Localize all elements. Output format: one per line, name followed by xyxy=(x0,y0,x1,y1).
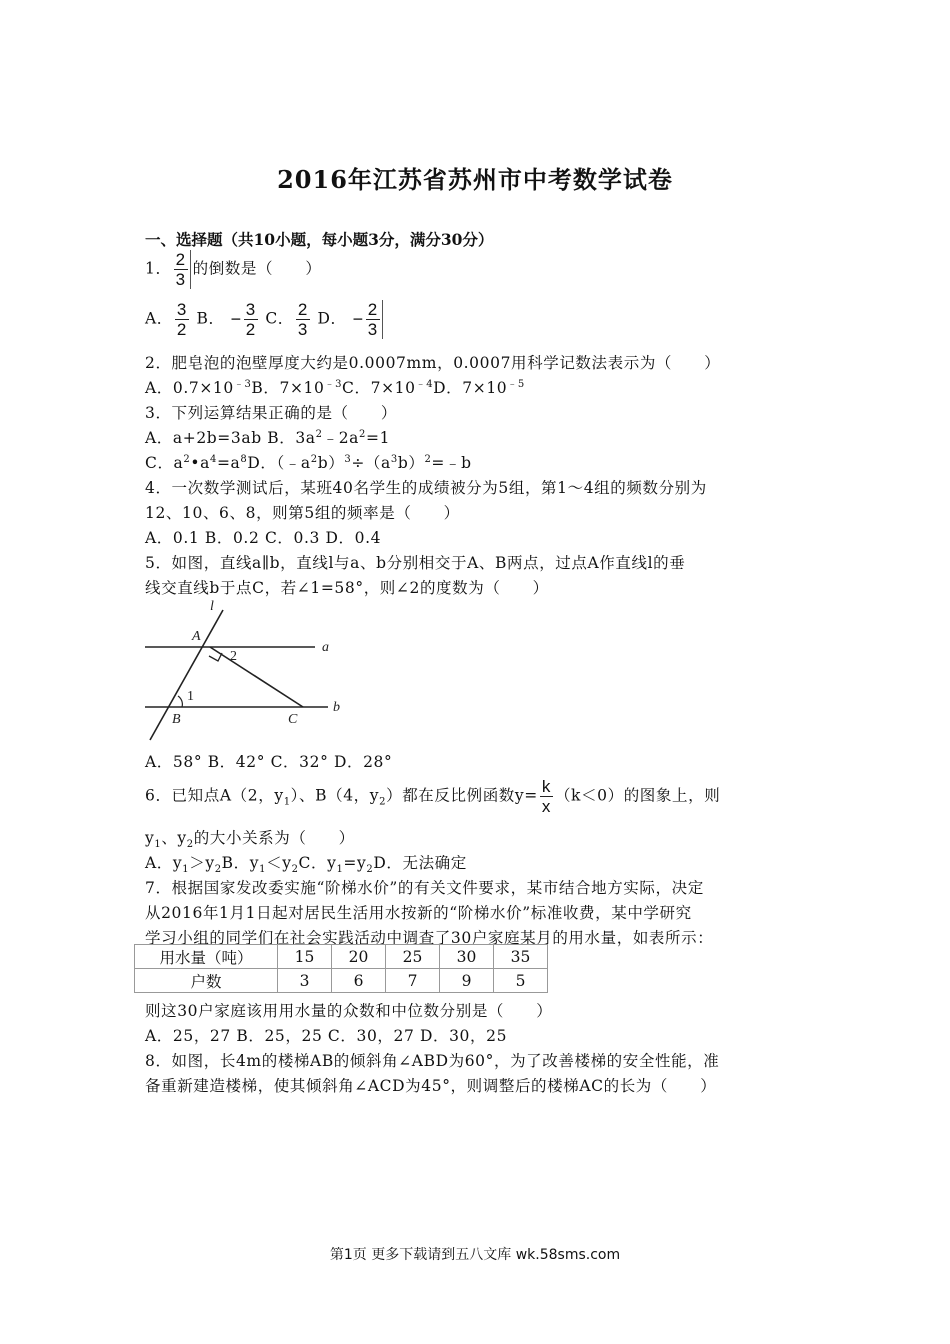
table-cell: 5 xyxy=(494,969,548,993)
table-row xyxy=(135,945,548,969)
page-footer: 第1页 更多下载请到五八文库 wk.58sms.com xyxy=(329,1247,621,1263)
question-2: 2．肥皂泡的泡壁厚度大约是0.0007mm，0.0007用科学记数法表示为（ ） xyxy=(145,354,721,372)
question-7-line4: 则这30户家庭该用用水量的众数和中位数分别是（ ） xyxy=(145,1002,553,1020)
table-cell: 15 xyxy=(278,945,332,969)
question-6-options: A．$y_1>y_2B$．$y_1<y_2C$．$y_1=y_2D$．无法确定 xyxy=(145,854,467,876)
table-header-cell: 用水量（吨） xyxy=(135,945,278,969)
table-cell: 7 xyxy=(386,969,440,993)
question-5-line2: 线交直线b于点C，若∠1=58°，则∠2的度数为（ ） xyxy=(145,579,549,597)
question-2-options: A．$0.7\times 10^{﹣3}B$．$7\times 10^{﹣3}C$．$7\times 10^{﹣4}D$．$7\times 10^{﹣5}$ xyxy=(145,378,525,397)
table-cell: 30 xyxy=(440,945,494,969)
perpendicular-ac xyxy=(210,647,303,707)
question-1-options xyxy=(145,300,385,339)
option-a-label: A． xyxy=(145,309,173,328)
line-l xyxy=(150,610,223,740)
table-cell: 6 xyxy=(332,969,386,993)
question-stem: 的倒数是（ ） xyxy=(192,259,322,278)
question-7-line2: 从2016年1月1日起对居民生活用水按新的“阶梯水价”标准收费，某中学研究 xyxy=(145,904,692,922)
fraction: $\frac{2}{3}$ xyxy=(174,250,191,289)
label-2: 2 xyxy=(230,649,237,664)
option-d-label: D． xyxy=(317,309,347,328)
table-cell: 35 xyxy=(494,945,548,969)
water-usage-table xyxy=(134,944,548,993)
section-heading: 一、选择题（共10小题，每小题3分，满分30分） xyxy=(145,230,494,249)
question-7-line3: 学习小组的同学们在社会实践活动中调查了30户家庭某月的用水量，如表所示： xyxy=(145,929,714,947)
option-c-fraction: $\frac{2}{3}$ xyxy=(297,300,308,339)
geometry-figure xyxy=(140,598,355,746)
question-4-line1: 4．一次数学测试后，某班40名学生的成绩被分为5组，第1～4组的频数分别为 xyxy=(145,479,707,497)
question-8-line2: 备重新建造楼梯，使其倾斜角∠ACD为45°，则调整后的楼梯AC的长为（ ） xyxy=(145,1077,717,1095)
table-header-cell: 户数 xyxy=(135,969,278,993)
question-7-line1: 7．根据国家发改委实施“阶梯水价”的有关文件要求，某市结合地方实际，决定 xyxy=(145,879,704,897)
question-7-options: A．25，27 B．25，25 C．30，27 D．30，25 xyxy=(145,1027,508,1045)
option-b-label: B． xyxy=(196,309,225,328)
question-6-line2: $y_1$、$y_2$的大小关系为（ ） xyxy=(145,829,355,851)
table-cell: 9 xyxy=(440,969,494,993)
option-c-label: C． xyxy=(265,309,294,328)
label-b: b xyxy=(333,700,340,715)
angle-1-arc xyxy=(178,696,182,707)
option-d-fraction: $\frac{2}{3}$ xyxy=(366,300,383,339)
fraction-k-over-x: $\frac{k}{x}$ xyxy=(541,777,551,816)
option-a-fraction: $\frac{3}{2}$ xyxy=(176,300,187,339)
page-title: 2016年江苏省苏州市中考数学试卷 xyxy=(277,165,673,194)
label-1: 1 xyxy=(187,689,194,704)
label-l: l xyxy=(210,599,214,614)
question-3: 3．下列运算结果正确的是（ ） xyxy=(145,404,397,422)
question-3-options-ab: A．a+2b=3ab B．$3a^2﹣2a^2=1$ xyxy=(145,428,391,447)
label-B: B xyxy=(172,712,181,727)
table-cell: 3 xyxy=(278,969,332,993)
label-A: A xyxy=(192,629,201,644)
question-4-line2: 12、10、6、8，则第5组的频率是（ ） xyxy=(145,504,460,522)
question-3-options-cd: C．$a^2•a^4=a^8D$．$(﹣a^2b)^3\div(a^3b)^2=﹣b$ xyxy=(145,453,472,472)
option-b-fraction: $\frac{3}{2}$ xyxy=(245,300,256,339)
question-5-line1: 5．如图，直线a∥b，直线l与a、b分别相交于A、B两点，过点A作直线l的垂 xyxy=(145,554,686,572)
minus-sign: − xyxy=(352,309,364,329)
question-5-options: A．58° B．42° C．32° D．28° xyxy=(145,753,393,771)
minus-sign: − xyxy=(230,309,242,329)
table-cell: 20 xyxy=(332,945,386,969)
table-cell: 25 xyxy=(386,945,440,969)
question-1 xyxy=(145,250,321,289)
question-number: 1． xyxy=(145,259,172,278)
label-C: C xyxy=(288,712,298,727)
label-a: a xyxy=(322,640,329,655)
question-8-line1: 8．如图，长4m的楼梯AB的倾斜角∠ABD为60°，为了改善楼梯的安全性能，准 xyxy=(145,1052,720,1070)
question-4-options: A．0.1 B．0.2 C．0.3 D．0.4 xyxy=(145,529,382,547)
table-row xyxy=(135,969,548,993)
question-6-line1: 6．已知点A（2，$y_1$）、B（4，$y_2$）都在反比例函数y= $\frac{k}{x}$ （k＜0）的图象上，则 xyxy=(145,777,721,816)
